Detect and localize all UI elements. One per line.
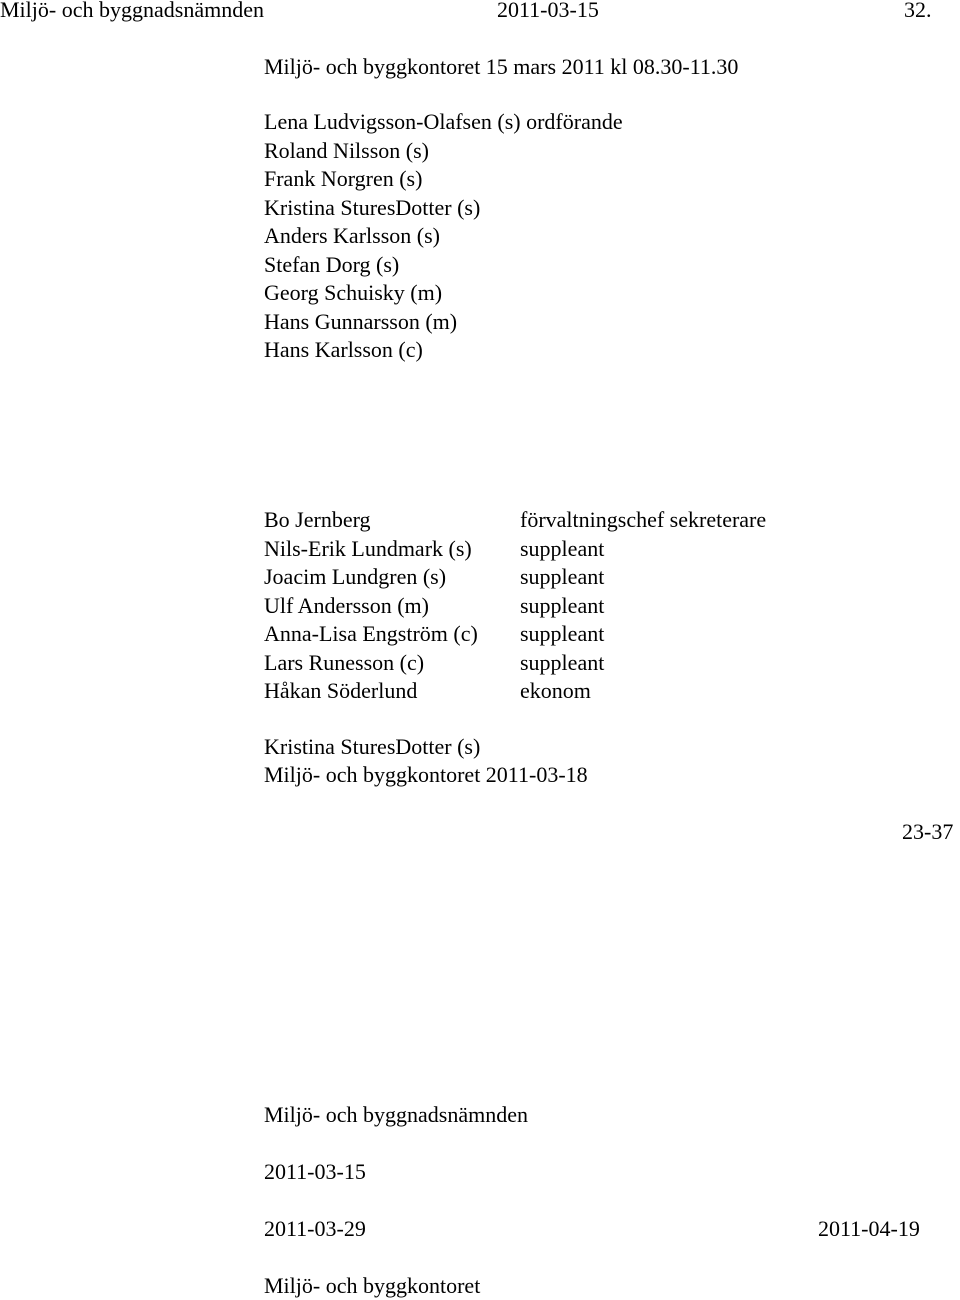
other-name: Ulf Andersson (m) [264, 592, 429, 618]
other-row [264, 649, 605, 678]
member-row: Roland Nilsson (s) [264, 137, 429, 163]
other-row [264, 535, 605, 564]
member-row: Kristina SturesDotter (s) [264, 194, 481, 220]
other-row [264, 506, 767, 535]
other-role: suppleant [520, 649, 605, 675]
notice-posted-date: 2011-03-29 [264, 1216, 366, 1241]
other-name: Nils-Erik Lundmark (s) [264, 535, 472, 561]
other-role: suppleant [520, 621, 605, 646]
header-page-number: 32. [904, 0, 932, 22]
notice-body: Miljö- och byggnadsnämnden [264, 1102, 528, 1127]
header-org: Miljö- och byggnadsnämnden [0, 0, 264, 22]
member-row: Stefan Dorg (s) [264, 251, 400, 277]
members-list [264, 108, 623, 365]
member-row: Frank Norgren (s) [264, 166, 423, 191]
paragraph-range: 23-37 [902, 819, 954, 844]
other-name: Lars Runesson (c) [264, 649, 425, 675]
notice-removed-date: 2011-04-19 [818, 1216, 920, 1241]
other-name: Anna-Lisa Engström (c) [264, 621, 478, 646]
other-row [264, 620, 605, 649]
others-list [264, 506, 767, 706]
notice-meeting-date: 2011-03-15 [264, 1159, 366, 1184]
other-name: Joacim Lundgren (s) [264, 564, 447, 589]
meeting-place-time: Miljö- och byggkontoret 15 mars 2011 kl 08.30-11.30 [264, 54, 739, 79]
other-name: Håkan Söderlund [264, 678, 418, 703]
other-row [264, 563, 605, 592]
adjuster-name: Kristina SturesDotter (s) [264, 734, 481, 759]
other-role: suppleant [520, 535, 605, 561]
member-row: Hans Karlsson (c) [264, 337, 423, 362]
member-row: Georg Schuisky (m) [264, 280, 443, 305]
member-row: Hans Gunnarsson (m) [264, 308, 458, 334]
member-row: Anders Karlsson (s) [264, 223, 440, 248]
other-role: förvaltningschef sekreterare [520, 507, 767, 532]
other-role: ekonom [520, 678, 591, 703]
member-row: Lena Ludvigsson-Olafsen (s) ordförande [264, 109, 623, 134]
other-role: suppleant [520, 592, 605, 618]
other-row [264, 592, 605, 621]
notice-storage: Miljö- och byggkontoret [264, 1273, 481, 1298]
header-date: 2011-03-15 [497, 0, 599, 22]
other-role: suppleant [520, 564, 605, 589]
adjuster-place-date: Miljö- och byggkontoret 2011-03-18 [264, 762, 588, 787]
other-row [264, 677, 591, 706]
other-name: Bo Jernberg [264, 507, 371, 532]
